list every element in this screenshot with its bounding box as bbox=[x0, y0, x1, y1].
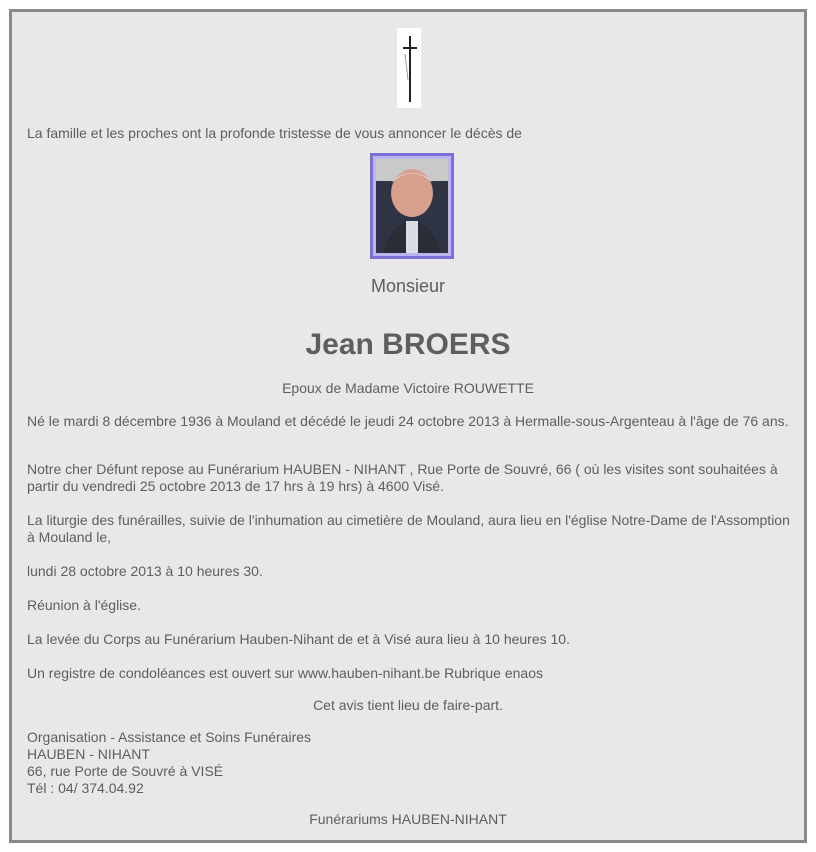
footer-text: Funérariums HAUBEN-NIHANT bbox=[309, 811, 507, 827]
organisation-name: HAUBEN - NIHANT bbox=[27, 746, 150, 762]
notice-line: Cet avis tient lieu de faire-part. bbox=[313, 697, 503, 713]
deceased-name: Jean BROERS bbox=[305, 328, 511, 361]
honorific: Monsieur bbox=[370, 276, 446, 296]
levee-line: La levée du Corps au Funérarium Hauben-Nihant de et à Visé aura lieu à 10 heures 10. bbox=[27, 631, 570, 647]
cross-icon bbox=[397, 28, 421, 108]
liturgy-paragraph: La liturgie des funérailles, suivie de l'inhumation au cimetière de Mouland, aura lieu en l'église Notre-Dame de l'Assomption à Mouland le, bbox=[27, 512, 790, 545]
intro-text: La famille et les proches ont la profonde tristesse de vous annoncer le décès de bbox=[27, 125, 522, 141]
deceased-photo bbox=[370, 153, 454, 259]
registry-line: Un registre de condoléances est ouvert sur www.hauben-nihant.be Rubrique enaos bbox=[27, 665, 543, 681]
organisation-phone: Tél : 04/ 374.04.92 bbox=[27, 780, 144, 796]
repose-paragraph: Notre cher Défunt repose au Funérarium HAUBEN - NIHANT , Rue Porte de Souvré, 66 ( où les visites sont souhaitées à partir du vendredi 25 octobre 2013 de 17 hrs à 19 hrs) à 4600 Visé. bbox=[27, 461, 778, 494]
birth-death-paragraph: Né le mardi 8 décembre 1936 à Mouland et décédé le jeudi 24 octobre 2013 à Hermalle-sous-Argenteau à l'âge de 76 ans. bbox=[27, 413, 789, 429]
organisation-line: Organisation - Assistance et Soins Funéraires bbox=[27, 729, 312, 745]
organisation-address: 66, rue Porte de Souvré à VISÉ bbox=[27, 763, 224, 779]
date-time-line: lundi 28 octobre 2013 à 10 heures 30. bbox=[27, 563, 263, 579]
spouse-line: Epoux de Madame Victoire ROUWETTE bbox=[282, 380, 534, 396]
organisation-block bbox=[27, 729, 792, 797]
meeting-line: Réunion à l'église. bbox=[27, 597, 141, 613]
obituary-card bbox=[9, 9, 807, 843]
